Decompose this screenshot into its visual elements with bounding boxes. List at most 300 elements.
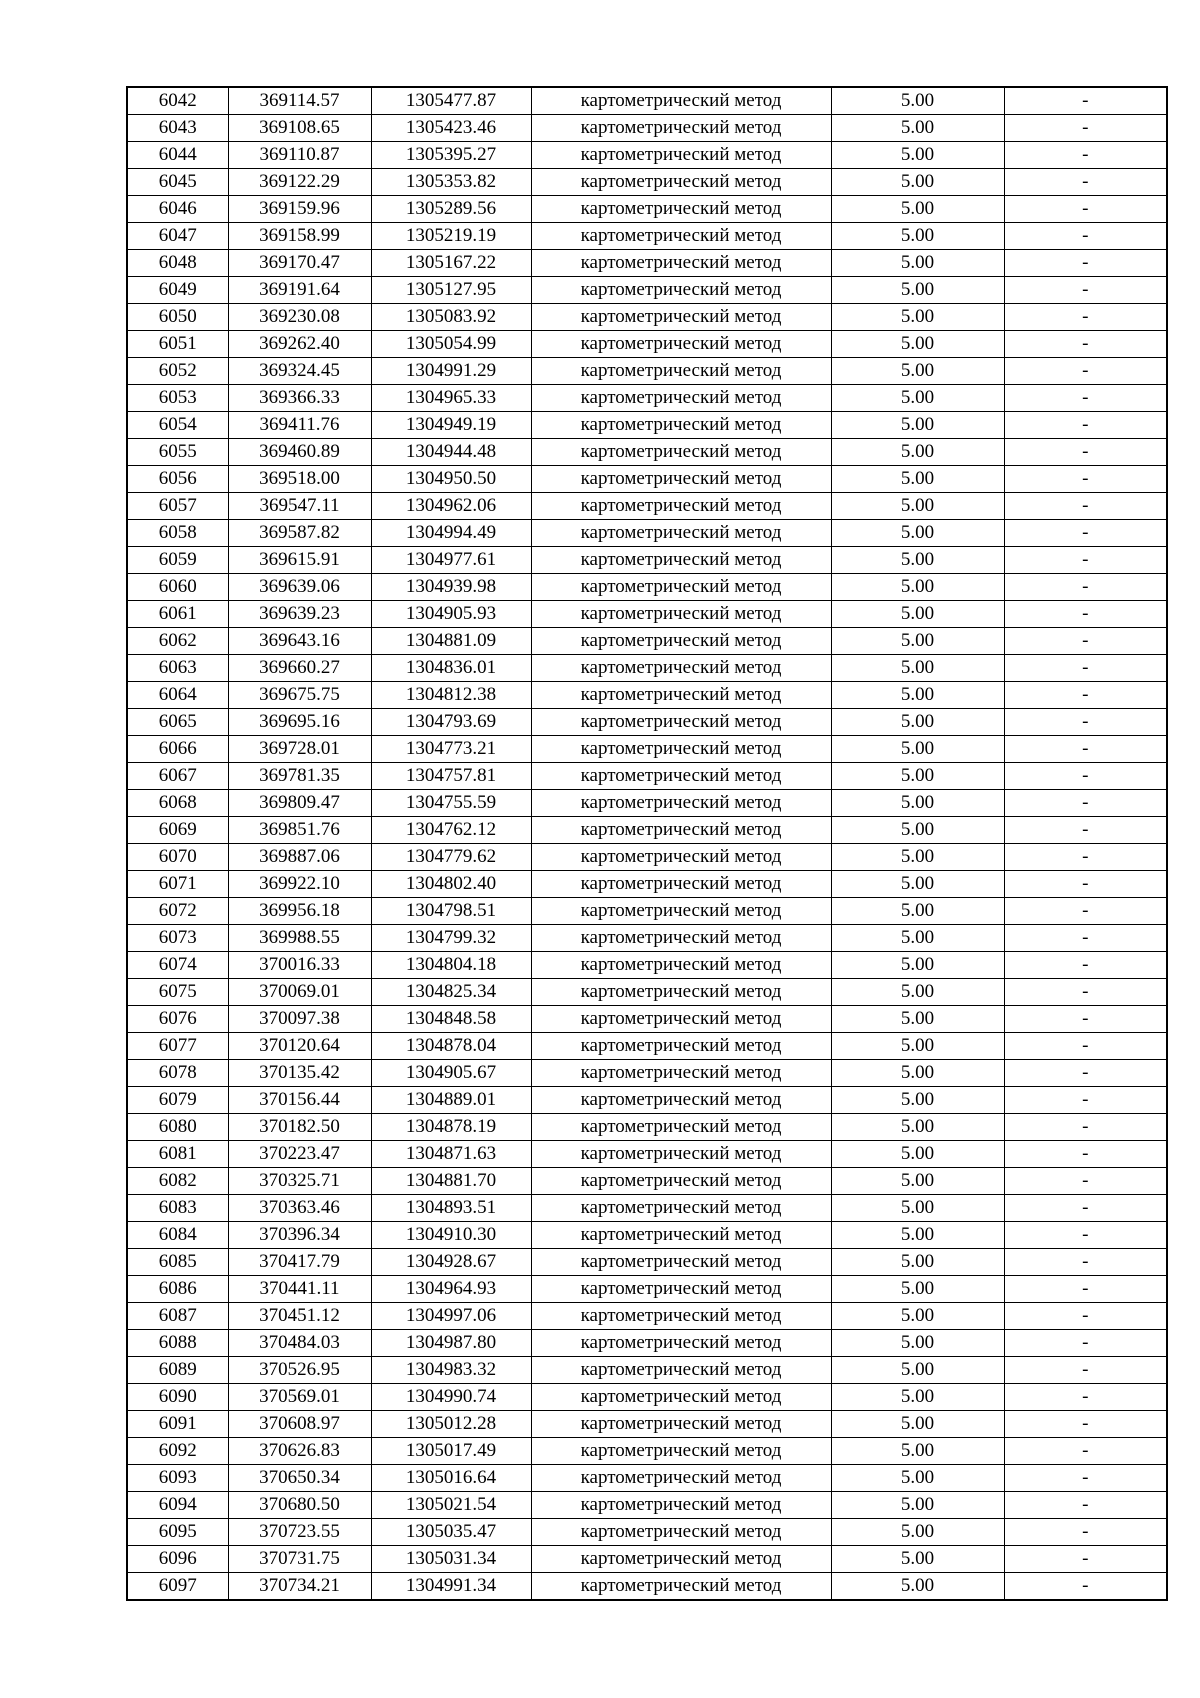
method-cell: картометрический метод [531,1060,831,1087]
table-row [127,169,1167,196]
accuracy-cell: 5.00 [831,817,1004,844]
accuracy-cell: 5.00 [831,1195,1004,1222]
description-cell: - [1004,871,1167,898]
y-coordinate-cell: 1304878.19 [371,1114,531,1141]
method-cell: картометрический метод [531,898,831,925]
method-cell: картометрический метод [531,655,831,682]
description-cell: - [1004,1465,1167,1492]
method-cell: картометрический метод [531,1492,831,1519]
description-cell: - [1004,979,1167,1006]
point-number-cell: 6054 [127,412,228,439]
x-coordinate-cell: 370223.47 [228,1141,371,1168]
y-coordinate-cell: 1304990.74 [371,1384,531,1411]
point-number-cell: 6069 [127,817,228,844]
method-cell: картометрический метод [531,817,831,844]
table-row [127,1168,1167,1195]
x-coordinate-cell: 370182.50 [228,1114,371,1141]
table-row [127,1033,1167,1060]
method-cell: картометрический метод [531,547,831,574]
point-number-cell: 6095 [127,1519,228,1546]
x-coordinate-cell: 369675.75 [228,682,371,709]
x-coordinate-cell: 370680.50 [228,1492,371,1519]
point-number-cell: 6063 [127,655,228,682]
point-number-cell: 6068 [127,790,228,817]
y-coordinate-cell: 1305167.22 [371,250,531,277]
x-coordinate-cell: 369324.45 [228,358,371,385]
description-cell: - [1004,655,1167,682]
y-coordinate-cell: 1304950.50 [371,466,531,493]
description-cell: - [1004,1357,1167,1384]
y-coordinate-cell: 1304825.34 [371,979,531,1006]
table-row [127,277,1167,304]
table-row [127,1411,1167,1438]
x-coordinate-cell: 370608.97 [228,1411,371,1438]
x-coordinate-cell: 369988.55 [228,925,371,952]
accuracy-cell: 5.00 [831,952,1004,979]
method-cell: картометрический метод [531,1195,831,1222]
y-coordinate-cell: 1304755.59 [371,790,531,817]
point-number-cell: 6073 [127,925,228,952]
x-coordinate-cell: 369518.00 [228,466,371,493]
point-number-cell: 6077 [127,1033,228,1060]
point-number-cell: 6070 [127,844,228,871]
accuracy-cell: 5.00 [831,1222,1004,1249]
point-number-cell: 6074 [127,952,228,979]
x-coordinate-cell: 370016.33 [228,952,371,979]
table-row [127,358,1167,385]
description-cell: - [1004,844,1167,871]
description-cell: - [1004,1411,1167,1438]
accuracy-cell: 5.00 [831,1303,1004,1330]
point-number-cell: 6065 [127,709,228,736]
description-cell: - [1004,790,1167,817]
accuracy-cell: 5.00 [831,1276,1004,1303]
point-number-cell: 6051 [127,331,228,358]
y-coordinate-cell: 1304991.29 [371,358,531,385]
y-coordinate-cell: 1305012.28 [371,1411,531,1438]
accuracy-cell: 5.00 [831,358,1004,385]
x-coordinate-cell: 369122.29 [228,169,371,196]
description-cell: - [1004,709,1167,736]
table-row [127,871,1167,898]
accuracy-cell: 5.00 [831,250,1004,277]
table-row [127,925,1167,952]
point-number-cell: 6042 [127,87,228,115]
point-number-cell: 6057 [127,493,228,520]
x-coordinate-cell: 370723.55 [228,1519,371,1546]
accuracy-cell: 5.00 [831,304,1004,331]
x-coordinate-cell: 369781.35 [228,763,371,790]
y-coordinate-cell: 1304762.12 [371,817,531,844]
accuracy-cell: 5.00 [831,979,1004,1006]
description-cell: - [1004,115,1167,142]
method-cell: картометрический метод [531,709,831,736]
description-cell: - [1004,574,1167,601]
x-coordinate-cell: 370097.38 [228,1006,371,1033]
table-row [127,736,1167,763]
table-row [127,304,1167,331]
accuracy-cell: 5.00 [831,790,1004,817]
table-row [127,1060,1167,1087]
table-row [127,1519,1167,1546]
description-cell: - [1004,439,1167,466]
point-number-cell: 6062 [127,628,228,655]
description-cell: - [1004,1087,1167,1114]
point-number-cell: 6083 [127,1195,228,1222]
description-cell: - [1004,1546,1167,1573]
accuracy-cell: 5.00 [831,223,1004,250]
description-cell: - [1004,1195,1167,1222]
table-row [127,817,1167,844]
point-number-cell: 6048 [127,250,228,277]
x-coordinate-cell: 369643.16 [228,628,371,655]
method-cell: картометрический метод [531,790,831,817]
description-cell: - [1004,1519,1167,1546]
point-number-cell: 6087 [127,1303,228,1330]
point-number-cell: 6060 [127,574,228,601]
x-coordinate-cell: 369922.10 [228,871,371,898]
y-coordinate-cell: 1305353.82 [371,169,531,196]
method-cell: картометрический метод [531,1465,831,1492]
table-row [127,790,1167,817]
method-cell: картометрический метод [531,1519,831,1546]
point-number-cell: 6091 [127,1411,228,1438]
accuracy-cell: 5.00 [831,574,1004,601]
y-coordinate-cell: 1305054.99 [371,331,531,358]
point-number-cell: 6078 [127,1060,228,1087]
point-number-cell: 6090 [127,1384,228,1411]
method-cell: картометрический метод [531,466,831,493]
accuracy-cell: 5.00 [831,547,1004,574]
method-cell: картометрический метод [531,87,831,115]
x-coordinate-cell: 369159.96 [228,196,371,223]
method-cell: картометрический метод [531,358,831,385]
description-cell: - [1004,385,1167,412]
description-cell: - [1004,547,1167,574]
table-row [127,385,1167,412]
table-row [127,655,1167,682]
point-number-cell: 6052 [127,358,228,385]
x-coordinate-cell: 369587.82 [228,520,371,547]
table-row [127,1384,1167,1411]
method-cell: картометрический метод [531,1330,831,1357]
accuracy-cell: 5.00 [831,1465,1004,1492]
table-row [127,1222,1167,1249]
y-coordinate-cell: 1304878.04 [371,1033,531,1060]
point-number-cell: 6071 [127,871,228,898]
y-coordinate-cell: 1304905.67 [371,1060,531,1087]
description-cell: - [1004,493,1167,520]
x-coordinate-cell: 369615.91 [228,547,371,574]
point-number-cell: 6096 [127,1546,228,1573]
table-row [127,1438,1167,1465]
x-coordinate-cell: 369108.65 [228,115,371,142]
y-coordinate-cell: 1304773.21 [371,736,531,763]
description-cell: - [1004,1330,1167,1357]
y-coordinate-cell: 1304793.69 [371,709,531,736]
x-coordinate-cell: 370734.21 [228,1573,371,1601]
x-coordinate-cell: 369158.99 [228,223,371,250]
method-cell: картометрический метод [531,277,831,304]
accuracy-cell: 5.00 [831,1519,1004,1546]
y-coordinate-cell: 1304962.06 [371,493,531,520]
x-coordinate-cell: 370120.64 [228,1033,371,1060]
accuracy-cell: 5.00 [831,1411,1004,1438]
description-cell: - [1004,952,1167,979]
table-row [127,1357,1167,1384]
method-cell: картометрический метод [531,493,831,520]
description-cell: - [1004,1438,1167,1465]
y-coordinate-cell: 1304871.63 [371,1141,531,1168]
point-number-cell: 6082 [127,1168,228,1195]
x-coordinate-cell: 370626.83 [228,1438,371,1465]
method-cell: картометрический метод [531,1114,831,1141]
table-row [127,1195,1167,1222]
accuracy-cell: 5.00 [831,1060,1004,1087]
y-coordinate-cell: 1304987.80 [371,1330,531,1357]
x-coordinate-cell: 370135.42 [228,1060,371,1087]
description-cell: - [1004,304,1167,331]
description-cell: - [1004,817,1167,844]
method-cell: картометрический метод [531,1546,831,1573]
table-row [127,223,1167,250]
accuracy-cell: 5.00 [831,898,1004,925]
coordinates-table-body [127,87,1167,1600]
y-coordinate-cell: 1304848.58 [371,1006,531,1033]
description-cell: - [1004,87,1167,115]
table-row [127,898,1167,925]
method-cell: картометрический метод [531,763,831,790]
point-number-cell: 6079 [127,1087,228,1114]
point-number-cell: 6047 [127,223,228,250]
description-cell: - [1004,1276,1167,1303]
accuracy-cell: 5.00 [831,466,1004,493]
method-cell: картометрический метод [531,1087,831,1114]
method-cell: картометрический метод [531,331,831,358]
x-coordinate-cell: 369851.76 [228,817,371,844]
point-number-cell: 6050 [127,304,228,331]
y-coordinate-cell: 1304802.40 [371,871,531,898]
point-number-cell: 6043 [127,115,228,142]
method-cell: картометрический метод [531,223,831,250]
method-cell: картометрический метод [531,520,831,547]
method-cell: картометрический метод [531,1357,831,1384]
point-number-cell: 6092 [127,1438,228,1465]
accuracy-cell: 5.00 [831,196,1004,223]
x-coordinate-cell: 370325.71 [228,1168,371,1195]
method-cell: картометрический метод [531,115,831,142]
x-coordinate-cell: 369230.08 [228,304,371,331]
point-number-cell: 6058 [127,520,228,547]
y-coordinate-cell: 1304881.70 [371,1168,531,1195]
description-cell: - [1004,925,1167,952]
y-coordinate-cell: 1305219.19 [371,223,531,250]
method-cell: картометрический метод [531,250,831,277]
x-coordinate-cell: 369460.89 [228,439,371,466]
table-row [127,763,1167,790]
accuracy-cell: 5.00 [831,1573,1004,1601]
y-coordinate-cell: 1304928.67 [371,1249,531,1276]
x-coordinate-cell: 369547.11 [228,493,371,520]
point-number-cell: 6072 [127,898,228,925]
method-cell: картометрический метод [531,1276,831,1303]
accuracy-cell: 5.00 [831,709,1004,736]
y-coordinate-cell: 1304799.32 [371,925,531,952]
description-cell: - [1004,1573,1167,1601]
description-cell: - [1004,1384,1167,1411]
point-number-cell: 6067 [127,763,228,790]
point-number-cell: 6084 [127,1222,228,1249]
table-row [127,142,1167,169]
table-row [127,1114,1167,1141]
table-row [127,439,1167,466]
accuracy-cell: 5.00 [831,628,1004,655]
description-cell: - [1004,331,1167,358]
accuracy-cell: 5.00 [831,763,1004,790]
method-cell: картометрический метод [531,1168,831,1195]
description-cell: - [1004,250,1167,277]
x-coordinate-cell: 369262.40 [228,331,371,358]
accuracy-cell: 5.00 [831,1033,1004,1060]
method-cell: картометрический метод [531,952,831,979]
method-cell: картометрический метод [531,1222,831,1249]
method-cell: картометрический метод [531,682,831,709]
method-cell: картометрический метод [531,1033,831,1060]
y-coordinate-cell: 1304949.19 [371,412,531,439]
y-coordinate-cell: 1304944.48 [371,439,531,466]
description-cell: - [1004,466,1167,493]
accuracy-cell: 5.00 [831,1114,1004,1141]
accuracy-cell: 5.00 [831,1438,1004,1465]
description-cell: - [1004,1060,1167,1087]
table-row [127,1330,1167,1357]
method-cell: картометрический метод [531,736,831,763]
y-coordinate-cell: 1305423.46 [371,115,531,142]
y-coordinate-cell: 1305021.54 [371,1492,531,1519]
description-cell: - [1004,763,1167,790]
y-coordinate-cell: 1304964.93 [371,1276,531,1303]
point-number-cell: 6088 [127,1330,228,1357]
description-cell: - [1004,142,1167,169]
y-coordinate-cell: 1304965.33 [371,385,531,412]
method-cell: картометрический метод [531,925,831,952]
table-row [127,682,1167,709]
method-cell: картометрический метод [531,169,831,196]
point-number-cell: 6055 [127,439,228,466]
method-cell: картометрический метод [531,439,831,466]
accuracy-cell: 5.00 [831,844,1004,871]
accuracy-cell: 5.00 [831,520,1004,547]
x-coordinate-cell: 369956.18 [228,898,371,925]
accuracy-cell: 5.00 [831,439,1004,466]
description-cell: - [1004,1492,1167,1519]
point-number-cell: 6089 [127,1357,228,1384]
x-coordinate-cell: 369639.06 [228,574,371,601]
description-cell: - [1004,223,1167,250]
table-row [127,1006,1167,1033]
accuracy-cell: 5.00 [831,871,1004,898]
x-coordinate-cell: 370156.44 [228,1087,371,1114]
point-number-cell: 6044 [127,142,228,169]
description-cell: - [1004,1249,1167,1276]
method-cell: картометрический метод [531,1438,831,1465]
description-cell: - [1004,1006,1167,1033]
accuracy-cell: 5.00 [831,1087,1004,1114]
y-coordinate-cell: 1304994.49 [371,520,531,547]
y-coordinate-cell: 1305289.56 [371,196,531,223]
accuracy-cell: 5.00 [831,385,1004,412]
description-cell: - [1004,358,1167,385]
method-cell: картометрический метод [531,1303,831,1330]
description-cell: - [1004,1033,1167,1060]
y-coordinate-cell: 1305395.27 [371,142,531,169]
accuracy-cell: 5.00 [831,1546,1004,1573]
method-cell: картометрический метод [531,979,831,1006]
accuracy-cell: 5.00 [831,1492,1004,1519]
description-cell: - [1004,1114,1167,1141]
accuracy-cell: 5.00 [831,925,1004,952]
x-coordinate-cell: 369191.64 [228,277,371,304]
method-cell: картометрический метод [531,574,831,601]
method-cell: картометрический метод [531,1411,831,1438]
point-number-cell: 6080 [127,1114,228,1141]
description-cell: - [1004,628,1167,655]
point-number-cell: 6093 [127,1465,228,1492]
point-number-cell: 6075 [127,979,228,1006]
y-coordinate-cell: 1304889.01 [371,1087,531,1114]
accuracy-cell: 5.00 [831,142,1004,169]
y-coordinate-cell: 1304893.51 [371,1195,531,1222]
method-cell: картометрический метод [531,1249,831,1276]
y-coordinate-cell: 1305031.34 [371,1546,531,1573]
table-row [127,1087,1167,1114]
method-cell: картометрический метод [531,1384,831,1411]
accuracy-cell: 5.00 [831,1384,1004,1411]
description-cell: - [1004,601,1167,628]
table-row [127,844,1167,871]
table-row [127,331,1167,358]
point-number-cell: 6086 [127,1276,228,1303]
y-coordinate-cell: 1304757.81 [371,763,531,790]
x-coordinate-cell: 369110.87 [228,142,371,169]
point-number-cell: 6076 [127,1006,228,1033]
method-cell: картометрический метод [531,196,831,223]
table-row [127,1249,1167,1276]
y-coordinate-cell: 1304910.30 [371,1222,531,1249]
accuracy-cell: 5.00 [831,493,1004,520]
point-number-cell: 6081 [127,1141,228,1168]
method-cell: картометрический метод [531,628,831,655]
x-coordinate-cell: 370650.34 [228,1465,371,1492]
x-coordinate-cell: 369887.06 [228,844,371,871]
y-coordinate-cell: 1305477.87 [371,87,531,115]
description-cell: - [1004,736,1167,763]
accuracy-cell: 5.00 [831,1141,1004,1168]
accuracy-cell: 5.00 [831,87,1004,115]
description-cell: - [1004,898,1167,925]
coordinates-table [126,86,1168,1601]
table-row [127,1492,1167,1519]
x-coordinate-cell: 370451.12 [228,1303,371,1330]
x-coordinate-cell: 370569.01 [228,1384,371,1411]
table-row [127,412,1167,439]
method-cell: картометрический метод [531,304,831,331]
description-cell: - [1004,520,1167,547]
method-cell: картометрический метод [531,601,831,628]
y-coordinate-cell: 1304991.34 [371,1573,531,1601]
x-coordinate-cell: 369114.57 [228,87,371,115]
y-coordinate-cell: 1304905.93 [371,601,531,628]
